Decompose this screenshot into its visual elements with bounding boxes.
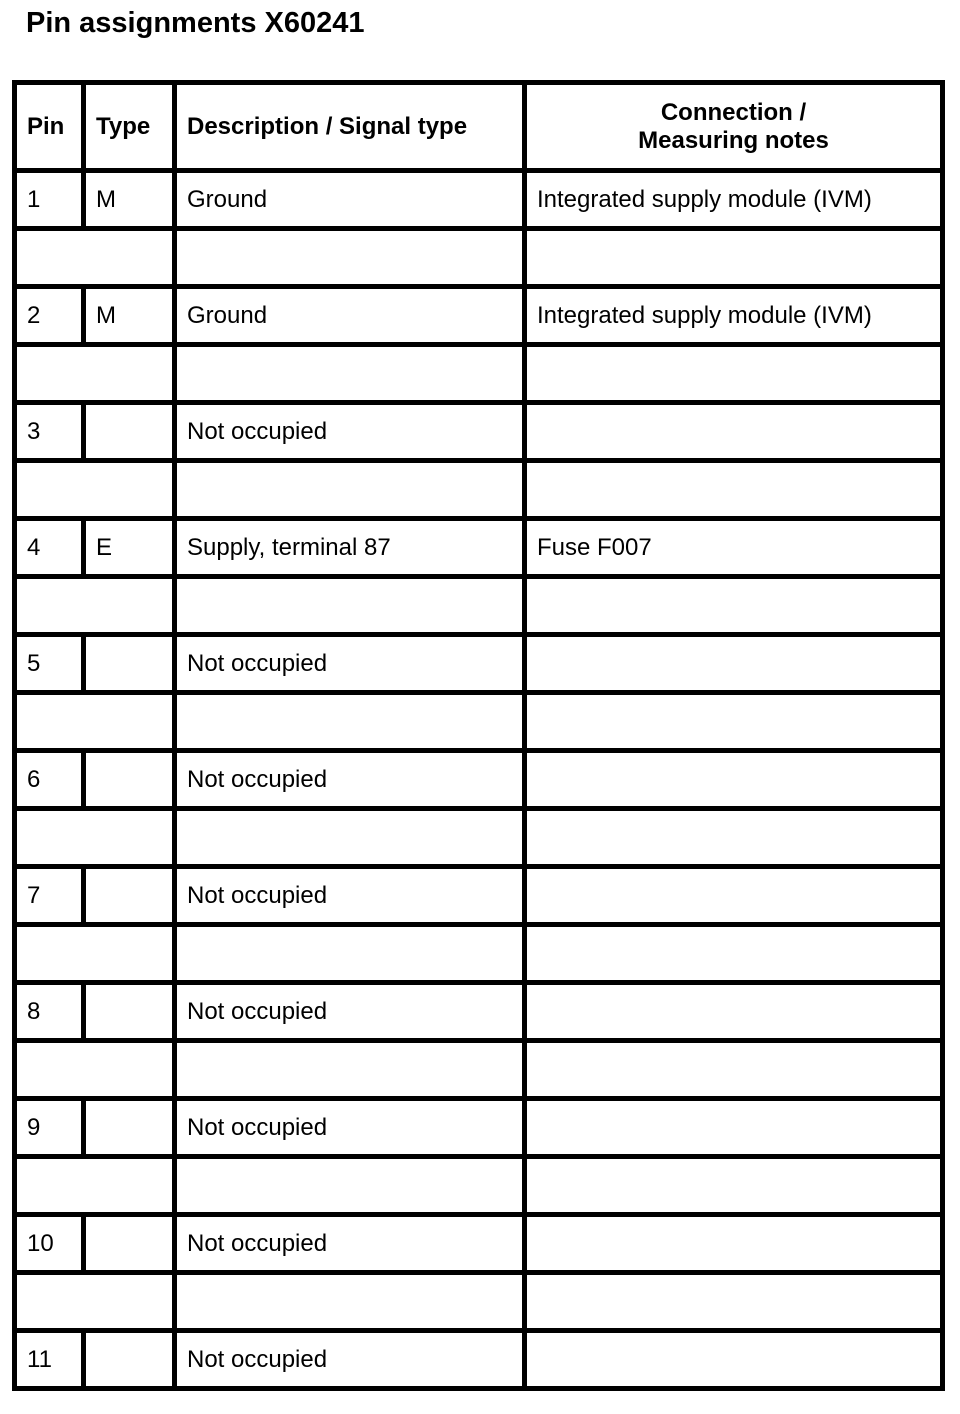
pin-cell: 5 [15,635,84,693]
table-row [15,287,943,345]
spacer-cell [15,1273,175,1331]
type-cell [84,1215,175,1273]
spacer-cell [15,1157,175,1215]
spacer-cell [525,229,943,287]
connection-cell [525,635,943,693]
header-row [15,83,943,171]
spacer-cell [525,693,943,751]
table-row [15,867,943,925]
description-cell: Not occupied [175,403,525,461]
spacer-cell [15,693,175,751]
spacer-row [15,1041,943,1099]
spacer-cell [15,925,175,983]
connection-cell: Fuse F007 [525,519,943,577]
spacer-cell [15,809,175,867]
table-row [15,751,943,809]
type-cell: M [84,171,175,229]
description-cell: Not occupied [175,751,525,809]
type-cell [84,867,175,925]
spacer-row [15,693,943,751]
connection-cell [525,1331,943,1389]
header-type: Type [84,83,175,171]
table-row [15,983,943,1041]
spacer-cell [175,1157,525,1215]
spacer-row [15,229,943,287]
spacer-row [15,577,943,635]
table-row [15,1331,943,1389]
type-cell [84,751,175,809]
pin-cell: 9 [15,1099,84,1157]
pin-cell: 2 [15,287,84,345]
table-row [15,171,943,229]
description-cell: Not occupied [175,1331,525,1389]
spacer-cell [175,693,525,751]
spacer-cell [525,1041,943,1099]
spacer-row [15,461,943,519]
spacer-cell [15,229,175,287]
spacer-cell [175,1273,525,1331]
spacer-cell [525,1273,943,1331]
pin-cell: 6 [15,751,84,809]
spacer-cell [175,925,525,983]
pin-cell: 7 [15,867,84,925]
spacer-cell [525,345,943,403]
connection-cell [525,983,943,1041]
description-cell: Not occupied [175,635,525,693]
spacer-row [15,925,943,983]
pin-cell: 1 [15,171,84,229]
spacer-cell [525,925,943,983]
description-cell: Not occupied [175,1099,525,1157]
type-cell [84,403,175,461]
description-cell: Not occupied [175,867,525,925]
spacer-row [15,1157,943,1215]
spacer-cell [525,1157,943,1215]
type-cell [84,1099,175,1157]
header-connection [525,83,943,171]
description-cell: Not occupied [175,983,525,1041]
header-description: Description / Signal type [175,83,525,171]
connection-cell: Integrated supply module (IVM) [525,171,943,229]
pin-assignment-table [12,80,945,1391]
table-row [15,635,943,693]
spacer-cell [15,345,175,403]
description-cell: Not occupied [175,1215,525,1273]
spacer-cell [525,461,943,519]
table-row [15,403,943,461]
spacer-cell [175,229,525,287]
spacer-cell [175,809,525,867]
pin-cell: 8 [15,983,84,1041]
connection-cell: Integrated supply module (IVM) [525,287,943,345]
spacer-row [15,345,943,403]
header-connection-line1: Connection / [660,98,807,126]
spacer-row [15,809,943,867]
pin-cell: 10 [15,1215,84,1273]
spacer-cell [15,461,175,519]
spacer-cell [15,1041,175,1099]
description-cell: Ground [175,171,525,229]
spacer-cell [525,577,943,635]
spacer-cell [175,461,525,519]
connection-cell [525,403,943,461]
connection-cell [525,867,943,925]
type-cell [84,1331,175,1389]
page-title: Pin assignments X60241 [26,7,365,39]
connection-cell [525,751,943,809]
type-cell [84,983,175,1041]
type-cell [84,635,175,693]
pin-cell: 3 [15,403,84,461]
type-cell: M [84,287,175,345]
connection-cell [525,1099,943,1157]
table-row [15,1215,943,1273]
pin-cell: 4 [15,519,84,577]
type-cell: E [84,519,175,577]
spacer-cell [175,345,525,403]
table-row [15,519,943,577]
table-row [15,1099,943,1157]
header-pin: Pin [15,83,84,171]
spacer-cell [175,577,525,635]
header-connection-line2: Measuring notes [638,126,829,154]
description-cell: Ground [175,287,525,345]
connection-cell [525,1215,943,1273]
description-cell: Supply, terminal 87 [175,519,525,577]
spacer-cell [525,809,943,867]
spacer-row [15,1273,943,1331]
spacer-cell [15,577,175,635]
spacer-cell [175,1041,525,1099]
pin-cell: 11 [15,1331,84,1389]
